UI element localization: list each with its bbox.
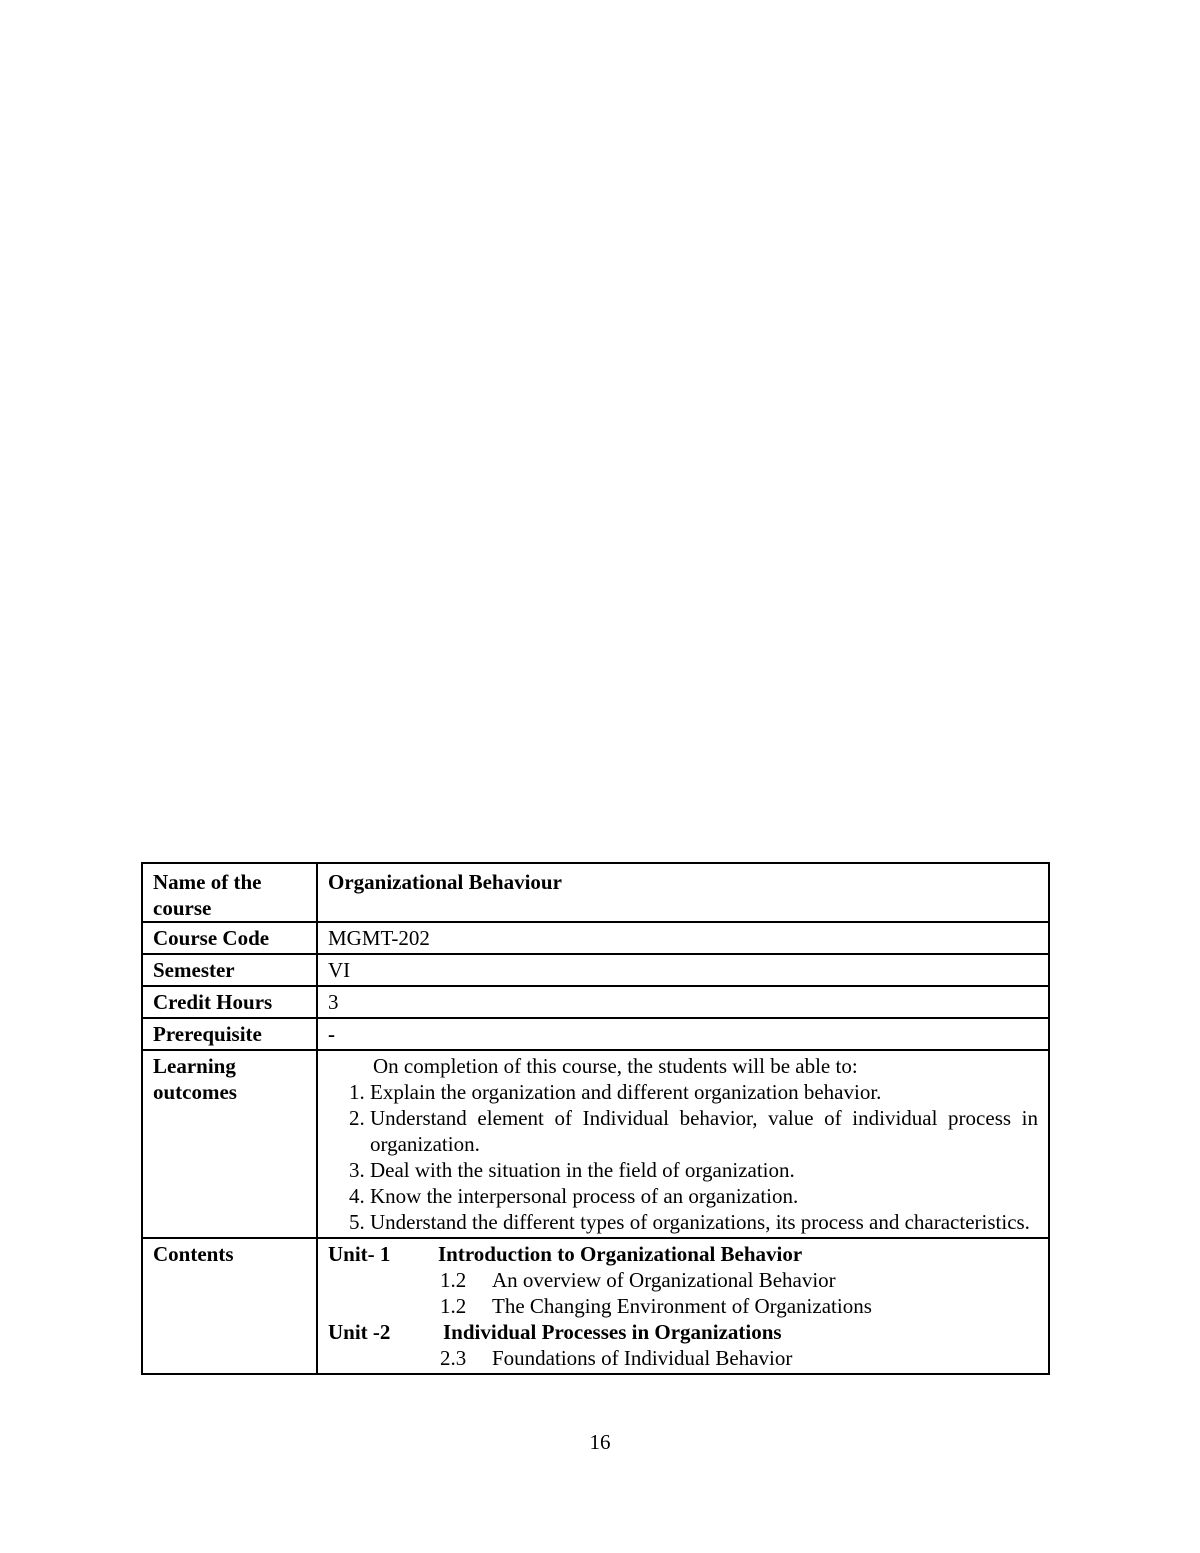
topic-text: The Changing Environment of Organizations	[492, 1294, 872, 1318]
row-course-name	[142, 863, 1049, 922]
learning-outcomes-label: Learning outcomes	[142, 1050, 317, 1238]
topic-number: 1.2	[440, 1268, 467, 1292]
list-item: 1. Explain the organization and different organization behavior.	[370, 1079, 1038, 1105]
topic-number: 2.3	[440, 1346, 467, 1370]
unit-label: Unit- 1	[328, 1242, 391, 1266]
unit-title: Individual Processes in Organizations	[443, 1320, 782, 1344]
unit-heading	[328, 1241, 1038, 1267]
row-semester	[142, 954, 1049, 986]
row-contents	[142, 1238, 1049, 1374]
row-learning-outcomes	[142, 1050, 1049, 1238]
prerequisite-label: Prerequisite	[142, 1018, 317, 1050]
contents-cell	[317, 1238, 1049, 1374]
course-name-label: Name of the course	[142, 863, 317, 922]
course-table	[141, 862, 1050, 1375]
row-credit-hours	[142, 986, 1049, 1018]
unit-heading	[328, 1319, 1038, 1345]
unit-label: Unit -2	[328, 1320, 391, 1344]
course-code-label: Course Code	[142, 922, 317, 954]
topic-item	[328, 1293, 1038, 1319]
topic-number: 1.2	[440, 1294, 467, 1318]
list-item: 4. Know the interpersonal process of an organization.	[370, 1183, 1038, 1209]
course-name-value: Organizational Behaviour	[317, 863, 1049, 922]
learning-outcomes-cell	[317, 1050, 1049, 1238]
list-item: 5. Understand the different types of organizations, its process and characteristics.	[370, 1209, 1038, 1235]
contents-label: Contents	[142, 1238, 317, 1374]
list-item: 2. Understand element of Individual behavior, value of individual process in organization.	[370, 1105, 1038, 1157]
credit-hours-label: Credit Hours	[142, 986, 317, 1018]
page-number: 16	[589, 1430, 611, 1454]
credit-hours-value: 3	[317, 986, 1049, 1018]
learning-outcomes-intro: On completion of this course, the students will be able to:	[373, 1054, 858, 1078]
semester-label: Semester	[142, 954, 317, 986]
topic-text: Foundations of Individual Behavior	[492, 1346, 793, 1370]
semester-value: VI	[317, 954, 1049, 986]
course-code-value: MGMT-202	[317, 922, 1049, 954]
topic-item	[328, 1267, 1038, 1293]
learning-outcomes-list	[328, 1079, 1038, 1235]
prerequisite-value: -	[317, 1018, 1049, 1050]
topic-text: An overview of Organizational Behavior	[492, 1268, 836, 1292]
row-prerequisite	[142, 1018, 1049, 1050]
topic-item	[328, 1345, 1038, 1371]
list-item: 3. Deal with the situation in the field of organization.	[370, 1157, 1038, 1183]
unit-title: Introduction to Organizational Behavior	[438, 1242, 803, 1266]
row-course-code	[142, 922, 1049, 954]
